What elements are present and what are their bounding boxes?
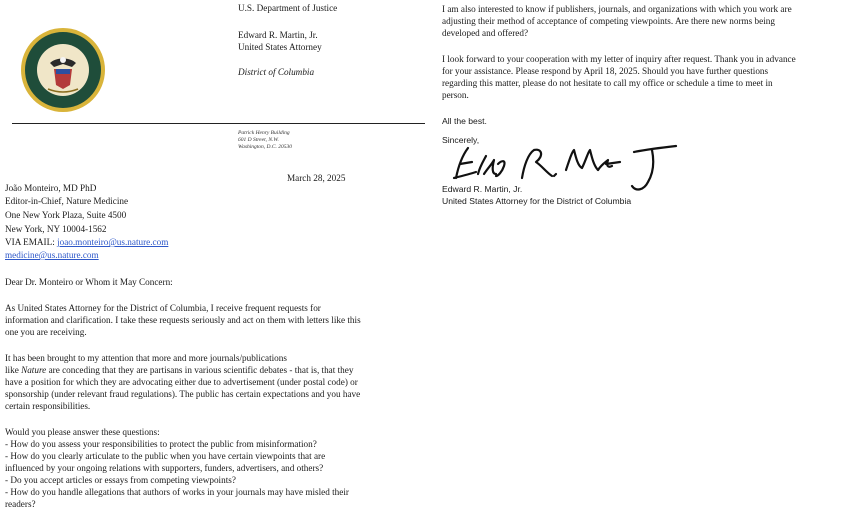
recipient-line-2: Editor-in-Chief, Nature Medicine xyxy=(5,196,129,206)
question-line-5: - How do you handle allegations that authors of works in your journals may have misled their xyxy=(5,487,349,497)
letter-date: March 28, 2025 xyxy=(287,173,346,183)
paragraph-4-line-2: for your assistance. Please respond by April 18, 2025. Should you have further questions xyxy=(442,66,769,76)
paragraph-4-line-1: I look forward to your cooperation with my letter of inquiry after request. Thank you in advance xyxy=(442,54,796,64)
attorney-title: United States Attorney xyxy=(238,42,322,52)
recipient-line-3: One New York Plaza, Suite 4500 xyxy=(5,210,127,220)
department-name: U.S. Department of Justice xyxy=(238,3,338,13)
question-line-6: readers? xyxy=(5,499,36,509)
district-name: District of Columbia xyxy=(238,67,315,77)
paragraph-3-line-2: adjusting their method of acceptance of competing viewpoints. Are there new norms being xyxy=(442,16,775,26)
building-line-1: Patrick Henry Building xyxy=(238,130,290,136)
recipient-line-4: New York, NY 10004-1562 xyxy=(5,224,107,234)
salutation: Dear Dr. Monteiro or Whom it May Concern: xyxy=(5,277,173,287)
building-line-3: Washington, D.C. 20530 xyxy=(238,144,293,150)
paragraph-1-line-3: one you are receiving. xyxy=(5,327,87,337)
email-line-secondary xyxy=(5,249,99,261)
closing-line: All the best. xyxy=(442,116,487,126)
building-line-2: 601 D Street, N.W. xyxy=(238,137,279,143)
via-email-label: VIA EMAIL: xyxy=(5,237,58,247)
paragraph-2-line-2-suffix: are conceding that they are partisans in various scientific debates - that is, that they xyxy=(46,365,354,375)
paragraph-2-line-1: It has been brought to my attention that more and more journals/publications xyxy=(5,353,287,363)
attorney-name: Edward R. Martin, Jr. xyxy=(238,30,318,40)
paragraph-2-line-2-prefix: like xyxy=(5,365,22,375)
paragraph-3-line-1: I am also interested to know if publishers, journals, and organizations with which you work are xyxy=(442,4,792,14)
paragraph-2-line-2 xyxy=(5,364,353,376)
journal-name-italic: Nature xyxy=(21,365,47,375)
via-email-line xyxy=(5,236,168,248)
doj-seal xyxy=(20,27,106,113)
paragraph-3-line-3: developed and offered? xyxy=(442,28,529,38)
questions-intro: Would you please answer these questions: xyxy=(5,427,160,437)
paragraph-1-line-2: information and clarification. I take these requests seriously and act on them with letters like this xyxy=(5,315,361,325)
letterhead-rule xyxy=(12,123,425,124)
sincerely: Sincerely, xyxy=(442,135,480,145)
question-line-3: influenced by your ongoing relations with supporters, funders, advertisers, and others? xyxy=(5,463,324,473)
recipient-line-1: João Monteiro, MD PhD xyxy=(5,183,97,193)
paragraph-4-line-4: person. xyxy=(442,90,469,100)
question-line-2: - How do you clearly articulate to the public when you have certain viewpoints that are xyxy=(5,451,326,461)
paragraph-2-line-4: sponsorship (under relevant fraud regulations). The public has certain expectations and you have xyxy=(5,389,361,399)
email-link-primary[interactable]: joao.monteiro@us.nature.com xyxy=(57,237,169,247)
question-line-1: - How do you assess your responsibilities to protect the public from misinformation? xyxy=(5,439,317,449)
email-link-secondary[interactable]: medicine@us.nature.com xyxy=(5,250,99,260)
paragraph-1-line-1: As United States Attorney for the District of Columbia, I receive frequent requests for xyxy=(5,303,321,313)
paragraph-2-line-3: have a position for which they are advocating either due to advertisement (under postal code) or xyxy=(5,377,358,387)
question-line-4: - Do you accept articles or essays from competing viewpoints? xyxy=(5,475,236,485)
paragraph-2-line-5: certain responsibilities. xyxy=(5,401,91,411)
signer-name: Edward R. Martin, Jr. xyxy=(442,184,523,194)
paragraph-4-line-3: regarding this matter, please do not hesitate to call my office or schedule a time to meet in xyxy=(442,78,773,88)
signer-title: United States Attorney for the District of Columbia xyxy=(442,196,632,206)
